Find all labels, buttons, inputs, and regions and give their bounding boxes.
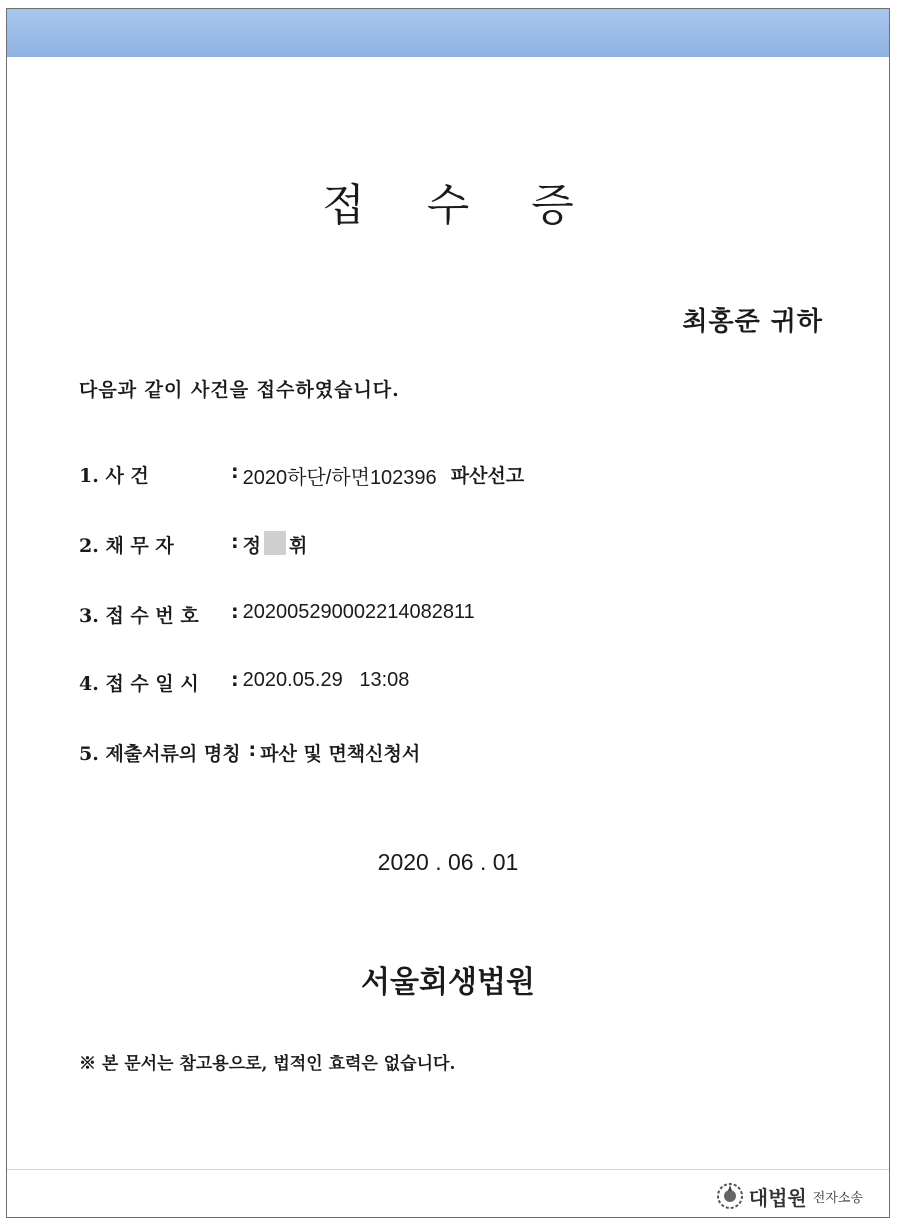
item-case-value: 2020하단/하면102396 xyxy=(242,467,437,489)
item-receipt-number-value: 20200529000221408281​1 xyxy=(242,601,475,623)
item-receipt-datetime-value: 2020.05.29 13:08 xyxy=(242,669,410,691)
logo-main-text: 대법원 xyxy=(748,1185,807,1210)
document-frame xyxy=(6,8,890,1218)
item-debtor-label: 2. 채 무 자 xyxy=(79,535,174,557)
recipient: 최홍준 귀하 xyxy=(682,307,823,337)
intro-text: 다음과 같이 사건을 접수하였습니다. xyxy=(79,379,400,401)
item-document-name-label: 5. 제출서류의 명칭 xyxy=(79,743,241,765)
item-debtor: 2. 채 무 자 : 정 휘 xyxy=(79,531,308,557)
item-receipt-datetime-label: 4. 접 수 일 시 xyxy=(79,673,199,695)
item-document-name-value: 파산 및 면책신청서 xyxy=(260,743,421,765)
item-debtor-suffix: 휘 xyxy=(288,535,308,557)
item-receipt-number-label: 3. 접 수 번 호 xyxy=(79,605,199,627)
notice-text: ※ 본 문서는 참고용으로, 법적인 효력은 없습니다. xyxy=(79,1054,456,1074)
footer-divider xyxy=(7,1169,889,1170)
item-receipt-datetime: 4. 접 수 일 시 : 2020.05.29 13:08 xyxy=(79,669,410,695)
issue-date: 2020 . 06 . 01 xyxy=(377,849,519,875)
item-case-label: 1. 사 건 xyxy=(79,465,149,487)
redaction-mask xyxy=(264,531,286,555)
court-name: 서울회생법원 xyxy=(361,965,535,1000)
header-band xyxy=(7,9,889,57)
footer-logo xyxy=(715,1181,863,1211)
document-title: 접수증 xyxy=(322,180,636,231)
logo-sub-text: 전자소송 xyxy=(812,1190,863,1206)
item-case-extra: 파산선고 xyxy=(450,465,525,487)
court-emblem-icon xyxy=(715,1181,745,1211)
item-receipt-number: 3. 접 수 번 호 : 20200529000221408281​1 xyxy=(79,601,475,627)
item-case: 1. 사 건 : 2020하단/하면102396 파산선고 xyxy=(79,461,525,489)
item-debtor-prefix: 정 xyxy=(242,535,261,557)
item-document-name: 5. 제출서류의 명칭 : 파산 및 면책신청서 xyxy=(79,739,421,765)
